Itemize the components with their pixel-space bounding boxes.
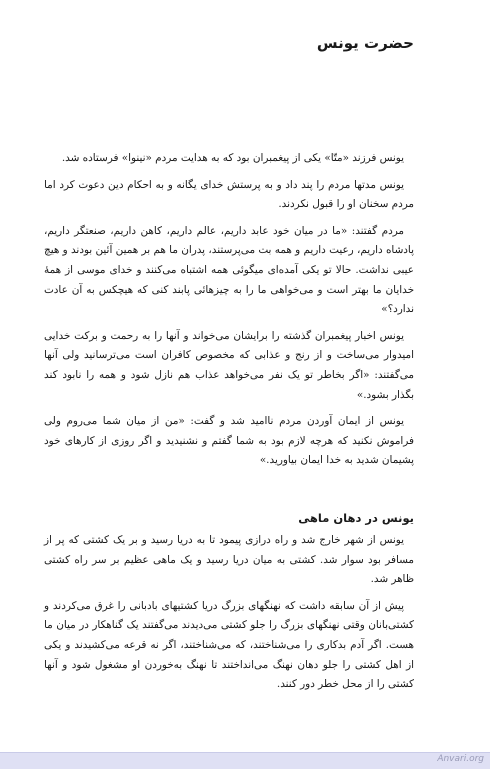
paragraph: یونس مدتها مردم را پند داد و به پرستش خدای یگانه و به احکام دین دعوت کرد اما مردم سخنان او را قبول نکردند. bbox=[44, 178, 414, 211]
section-whale-text bbox=[44, 531, 414, 702]
footer-bar bbox=[0, 752, 490, 769]
section-intro-text bbox=[44, 149, 414, 478]
paragraph: یونس فرزند «متّا» یکی از پیغمبران بود که به هدایت مردم «نینوا» فرستاده شد. bbox=[61, 152, 404, 164]
page-title: حضرت یونس bbox=[316, 34, 414, 52]
site-watermark: Anvari.org bbox=[437, 754, 484, 764]
paragraph: یونس از ایمان آوردن مردم ناامید شد و گفت: «من از میان شما می‌روم ولی فراموش نکنید که هرچه لازم بود به شما گفتم و نشنیدید و اگر روزی از کارهای خود پشیمان شدید به خدا ایمان بیاورید.» bbox=[44, 415, 414, 467]
paragraph: پیش از آن سابقه داشت که نهنگهای بزرگ دریا کشتیهای بادبانی را غرق می‌کردند و کشتی‌بانان وقتی نهنگهای بزرگ را جلو کشتی می‌دیدند می‌گفتند یک گناهکار در میان ما هست. اگر آدم بدکاری را می‌شناختند، که می‌شناختند، اگر نه قرعه می‌کشیدند و یکی از اهل کشتی را جلو دهان نهنگ می‌انداختند تا نهنگ به‌خوردن او مشغول شود و آنها کشتی را از محل خطر دور کنند. bbox=[44, 599, 414, 691]
paragraph: مردم گفتند: «ما در میان خود عابد داریم، عالم داریم، کاهن داریم، صنعتگر داریم، پادشاه داریم، رعیت داریم و همه بت می‌پرستند، پدران ما هم بر همین آئین بودند و هیچ عیبی نداشت. حالا تو یکی آمده‌ای میگوئی همه اشتباه می‌کنند و خدای موسی از همهٔ خدایان ما بهتر است و می‌خواهی ما را به چیزهائی پابند کنی که هیچکس به آن عادت ندارد؟» bbox=[44, 224, 414, 316]
paragraph: یونس اخبار پیغمبران گذشته را برایشان می‌خواند و آنها را به رحمت و برکت خدایی امیدوار می‌ساخت و از رنج و عذابی که مخصوص کافران است می‌ترسانید ولی آنها می‌گفتند: «اگر بخاطر تو یک نفر می‌خواهد عذاب هم نازل شود و همه را نابود کند بگذار بشود.» bbox=[44, 329, 414, 401]
section-heading: یونس در دهان ماهی bbox=[298, 511, 414, 525]
paragraph: یونس از شهر خارج شد و راه درازی پیمود تا به دریا رسید و بر یک کشتی که پر از مسافر بود سوار شد. کشتی به میان دریا رسید و یک ماهی عظیم بر سر راه کشتی ظاهر شد. bbox=[44, 534, 414, 586]
